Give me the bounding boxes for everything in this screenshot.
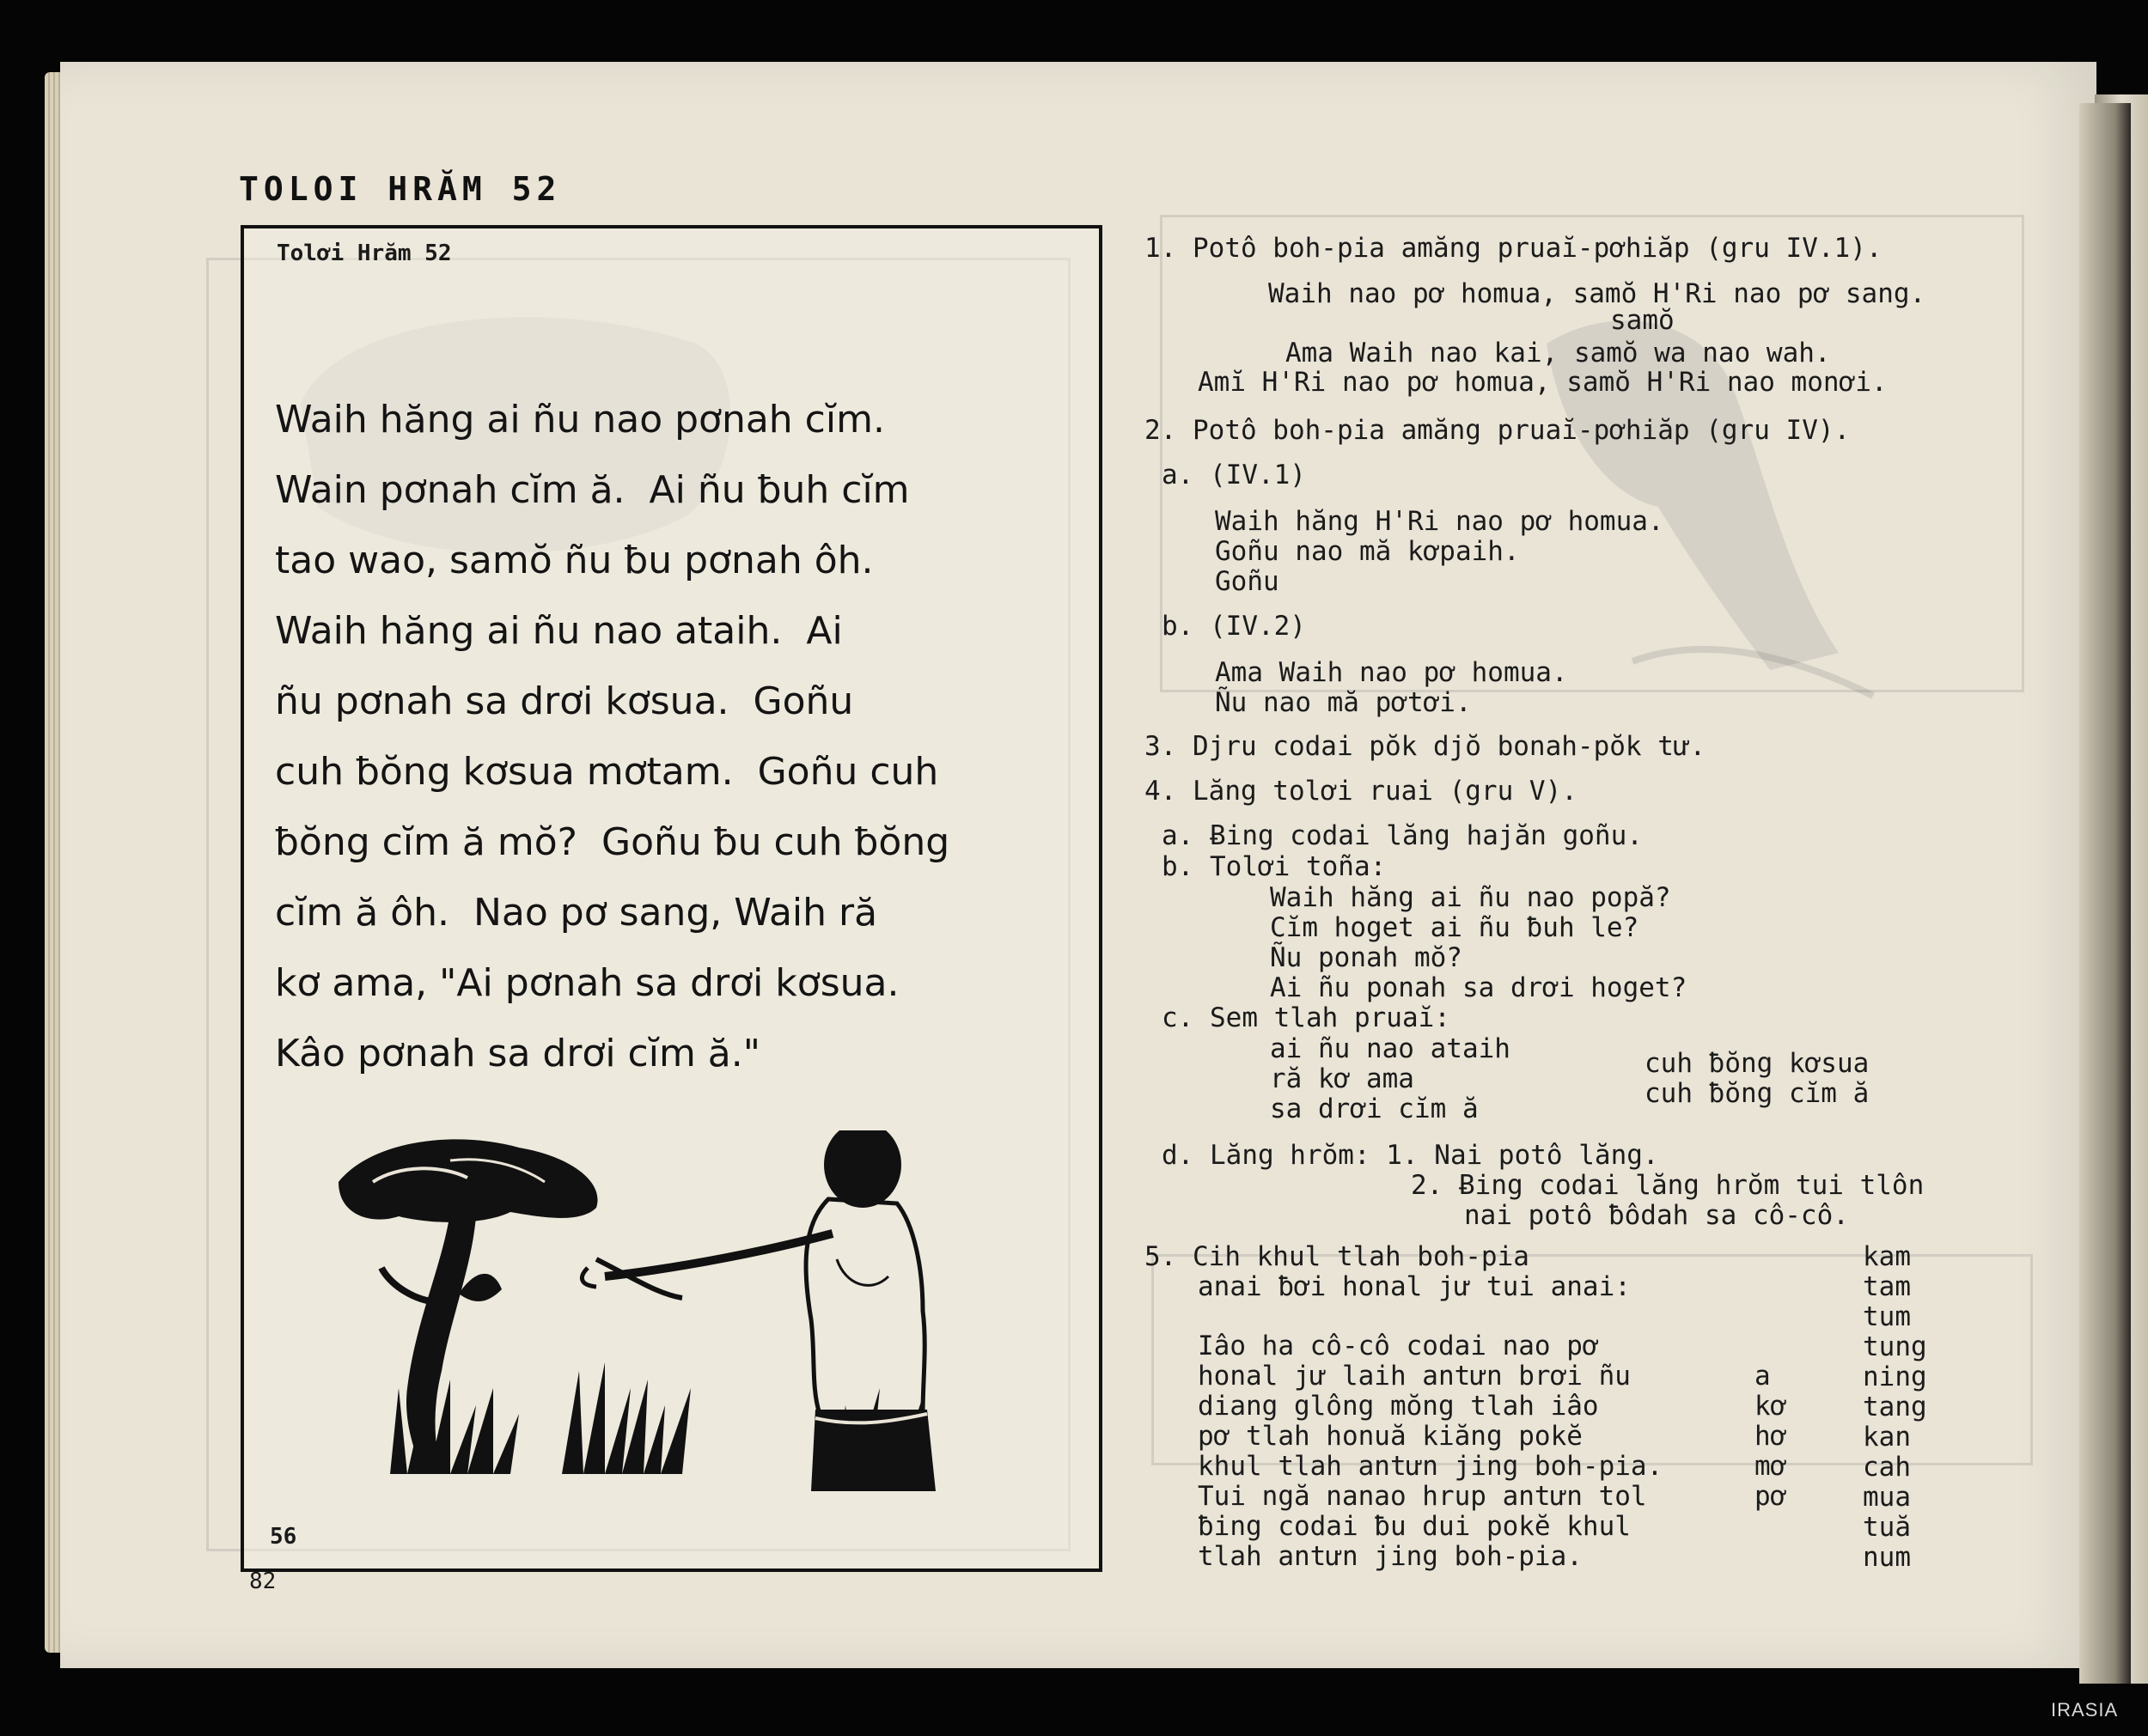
reader-line: tao wao, samŏ ñu ƀu pơnah ôh. bbox=[275, 539, 874, 582]
reader-line: kơ ama, "Ai pơnah sa drơi kơsua. bbox=[275, 961, 900, 1005]
syllable-right: tuă bbox=[1863, 1512, 1911, 1543]
section-5-title: anai ƀơi honal jư tui anai: bbox=[1198, 1271, 1631, 1302]
section-2b-label: b. (IV.2) bbox=[1162, 611, 1306, 642]
section-4c-phrase: ai ñu nao ataih bbox=[1270, 1033, 1510, 1064]
section-4b-question: Cĭm hoget ai ñu ƀuh le? bbox=[1270, 912, 1639, 943]
reader-line: Waih hăng ai ñu nao ataih. Ai bbox=[275, 609, 843, 653]
section-4b-question: Ñu ponah mŏ? bbox=[1270, 942, 1462, 973]
page-title: TOLOI HRĂM 52 bbox=[239, 170, 562, 208]
section-1-line: Waih nao pơ homua, samŏ H'Ri nao pơ sang. bbox=[1268, 278, 1926, 309]
section-2-title: 2. Potô boh-pia amăng pruaĭ-pơhiăp (gru IV). bbox=[1144, 415, 1851, 446]
syllable-right: tung bbox=[1863, 1331, 1927, 1362]
section-4c-phrase: ră kơ ama bbox=[1270, 1063, 1414, 1094]
reader-line: ƀŏng cĭm ă mŏ? Goñu ƀu cuh ƀŏng bbox=[275, 820, 950, 864]
boy-with-bow-illustration bbox=[321, 1130, 1077, 1491]
reader-line: cĭm ă ôh. Nao pơ sang, Waih ră bbox=[275, 891, 878, 935]
reader-line: ñu pơnah sa drơi kơsua. Goñu bbox=[275, 679, 854, 723]
watermark: IRASIA bbox=[2051, 1699, 2119, 1721]
reader-line: cuh ƀŏng kơsua mơtam. Goñu cuh bbox=[275, 750, 939, 794]
section-5-line: Iâo ha cô-cô codai nao pơ bbox=[1198, 1331, 1599, 1361]
reader-text bbox=[275, 385, 1100, 1089]
section-4c-phrase: cuh ƀŏng cĭm ă bbox=[1645, 1078, 1870, 1109]
section-5-line: ƀing codai ƀu dui pokĕ khul bbox=[1198, 1511, 1631, 1542]
section-1-line: Ama Waih nao kai, samŏ wa nao wah. bbox=[1285, 338, 1831, 369]
syllable-right: cah bbox=[1863, 1452, 1911, 1483]
section-2b-line: Ñu nao mă pơtơi. bbox=[1215, 687, 1472, 718]
section-2a-line: Waih hăng H'Ri nao pơ homua. bbox=[1215, 506, 1664, 537]
section-5-line: tlah antưn jing boh-pia. bbox=[1198, 1541, 1583, 1572]
section-2a-label: a. (IV.1) bbox=[1162, 460, 1306, 490]
syllable-middle: a bbox=[1754, 1361, 1771, 1392]
syllable-right: kam bbox=[1863, 1241, 1911, 1272]
section-3-title: 3. Djru codai pŏk djŏ bonah-pŏk tư. bbox=[1144, 731, 1706, 762]
section-1-title: 1. Potô boh-pia amăng pruaĭ-pơhiăp (gru IV.1). bbox=[1144, 233, 1883, 264]
section-4c-phrase: cuh ƀŏng kơsua bbox=[1645, 1048, 1870, 1079]
syllable-right: kan bbox=[1863, 1422, 1911, 1453]
section-4b-question: Waih hăng ai ñu nao popă? bbox=[1270, 882, 1671, 913]
section-4c-phrase: sa drơi cĭm ă bbox=[1270, 1093, 1479, 1124]
syllable-right: tang bbox=[1863, 1392, 1927, 1422]
section-1-line: Amĭ H'Ri nao pơ homua, samŏ H'Ri nao monơi. bbox=[1198, 367, 1888, 398]
syllable-middle: hơ bbox=[1754, 1421, 1787, 1452]
section-4d-line: nai potô ƀôdah sa cô-cô. bbox=[1464, 1200, 1849, 1231]
section-4-title: 4. Lăng tolơi ruai (gru V). bbox=[1144, 776, 1577, 807]
section-5-line: khul tlah antưn jing boh-pia. bbox=[1198, 1451, 1663, 1482]
syllable-right: mua bbox=[1863, 1482, 1911, 1513]
section-4d-line: 2. Ƀing codai lăng hrŏm tui tlôn bbox=[1411, 1170, 1925, 1201]
section-5-title: 5. Cih khul tlah boh-pia bbox=[1144, 1241, 1529, 1272]
section-4b: b. Tolơi toña: bbox=[1162, 851, 1387, 882]
syllable-right: ning bbox=[1863, 1361, 1927, 1392]
section-2b-line: Ama Waih nao pơ homua. bbox=[1215, 657, 1568, 688]
section-5-line: diang glông mŏng tlah iâo bbox=[1198, 1391, 1599, 1422]
syllable-middle: pơ bbox=[1754, 1481, 1787, 1512]
section-4b-question: Ai ñu ponah sa drơi hoget? bbox=[1270, 972, 1687, 1003]
reader-page-number: 56 bbox=[270, 1524, 297, 1550]
syllable-right: num bbox=[1863, 1542, 1911, 1573]
section-5-line: honal jư laih antưn brơi ñu bbox=[1198, 1361, 1631, 1392]
syllable-middle: mơ bbox=[1754, 1451, 1787, 1482]
reader-frame bbox=[241, 225, 1102, 1572]
section-4c: c. Sem tlah pruaĭ: bbox=[1162, 1002, 1450, 1033]
section-5-line: Tui ngă nanao hrup antưn tol bbox=[1198, 1481, 1647, 1512]
syllable-right: tam bbox=[1863, 1271, 1911, 1302]
reader-header: Tolơi Hrăm 52 bbox=[277, 241, 452, 266]
reader-line: Kâo pơnah sa drơi cĭm ă." bbox=[275, 1032, 760, 1075]
section-2a-line: Goñu bbox=[1215, 566, 1279, 597]
section-5-line: pơ tlah honuă kiăng pokĕ bbox=[1198, 1421, 1583, 1452]
book-page-number: 82 bbox=[249, 1568, 277, 1594]
section-1-line: samŏ bbox=[1610, 305, 1675, 336]
reader-line: Waih hăng ai ñu nao pơnah cĭm. bbox=[275, 398, 885, 442]
section-2a-line: Goñu nao mă kơpaih. bbox=[1215, 536, 1520, 567]
syllable-middle: kơ bbox=[1754, 1391, 1787, 1422]
section-4a: a. Ƀing codai lăng hajăn goñu. bbox=[1162, 820, 1643, 851]
syllable-right: tum bbox=[1863, 1301, 1911, 1332]
reader-line: Wain pơnah cĭm ă. Ai ñu ƀuh cĭm bbox=[275, 468, 910, 512]
book-gutter bbox=[2079, 103, 2131, 1684]
section-4d: d. Lăng hrŏm: 1. Nai potô lăng. bbox=[1162, 1140, 1659, 1171]
